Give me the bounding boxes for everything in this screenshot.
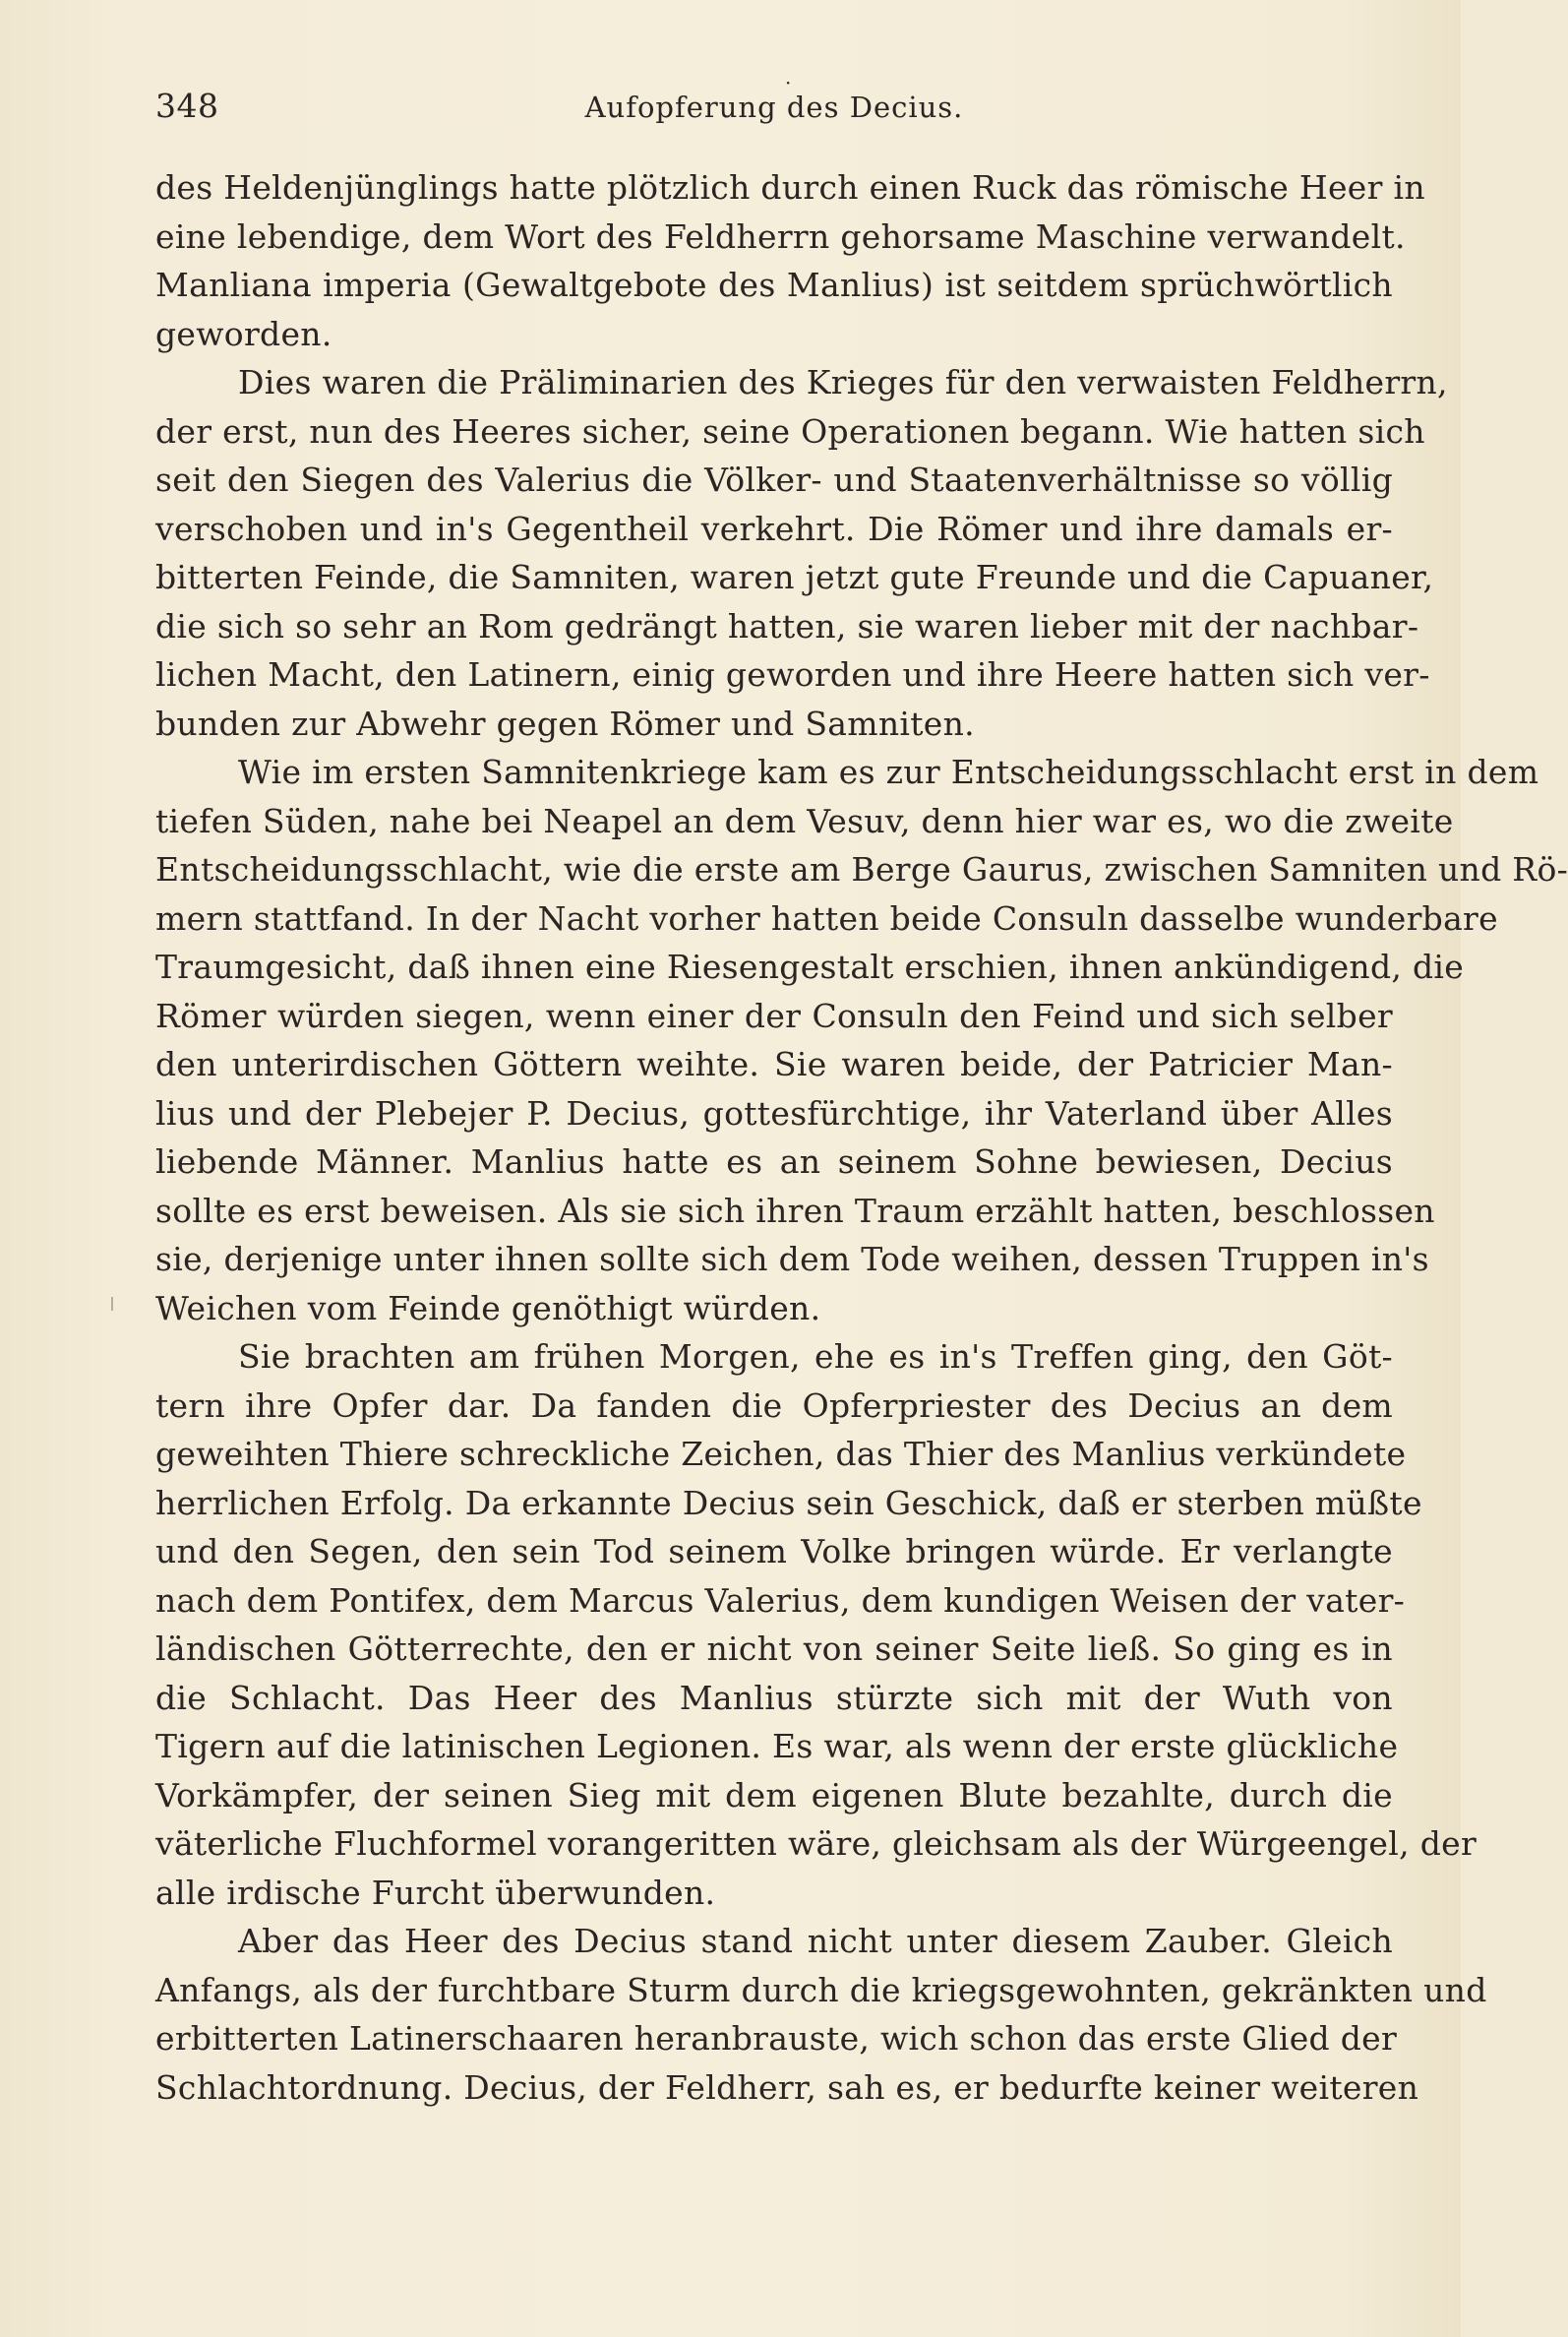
text-line: Anfangs, als der furchtbare Sturm durch die kriegsgewohnten, gekränkten und xyxy=(155,1970,1487,2009)
text-line: bitterten Feinde, die Samniten, waren jetzt gute Freunde und die Capuaner, xyxy=(155,558,1434,596)
text-line: Wie im ersten Samnitenkriege kam es zur Entscheidungsschlacht erst in dem xyxy=(238,753,1539,791)
text-line: ländischen Götterrechte, den er nicht von seiner Seite ließ. So ging es in xyxy=(155,1630,1393,1668)
text-line: eine lebendige, dem Wort des Feldherrn gehorsame Maschine verwandelt. xyxy=(155,216,1406,256)
text-line: Sie brachten am frühen Morgen, ehe es in's Treffen ging, den Göt- xyxy=(238,1337,1393,1376)
text-line: väterliche Fluchformel vorangeritten wäre, gleichsam als der Würgeengel, der xyxy=(155,1824,1478,1863)
text-line: Römer würden siegen, wenn einer der Consuln den Feind und sich selber xyxy=(155,996,1393,1035)
text-line: tern ihre Opfer dar. Da fanden die Opferpriester des Decius an dem xyxy=(155,1385,1393,1425)
text-line: den unterirdischen Göttern weihte. Sie waren beide, der Patricier Man- xyxy=(155,1045,1393,1083)
text-line: bunden zur Abwehr gegen Römer und Samniten. xyxy=(155,704,975,743)
text-line: tiefen Süden, nahe bei Neapel an dem Vesuv, denn hier war es, wo die zweite xyxy=(155,801,1454,840)
text-line: nach dem Pontifex, dem Marcus Valerius, dem kundigen Weisen der vater- xyxy=(155,1580,1406,1620)
text-line: lichen Macht, den Latinern, einig geworden und ihre Heere hatten sich ver- xyxy=(155,655,1430,694)
text-line: geweihten Thiere schreckliche Zeichen, das Thier des Manlius verkündete xyxy=(155,1435,1407,1473)
text-line: sie, derjenige unter ihnen sollte sich dem Tode weihen, dessen Truppen in's xyxy=(155,1240,1429,1278)
body-text xyxy=(155,163,1568,2112)
text-line: die Schlacht. Das Heer des Manlius stürzte sich mit der Wuth von xyxy=(155,1678,1393,1717)
text-line: Vorkämpfer, der seinen Sieg mit dem eigenen Blute bezahlte, durch die xyxy=(155,1775,1393,1814)
text-line: Manliana imperia (Gewaltgebote des Manlius) ist seitdem sprüchwörtlich xyxy=(155,266,1393,304)
text-line: mern stattfand. In der Nacht vorher hatten beide Consuln dasselbe wunderbare xyxy=(155,898,1498,938)
text-line: seit den Siegen des Valerius die Völker- und Staatenverhältnisse so völlig xyxy=(155,461,1393,499)
text-line: liebende Männer. Manlius hatte es an seinem Sohne bewiesen, Decius xyxy=(155,1142,1393,1181)
text-line: der erst, nun des Heeres sicher, seine Operationen begann. Wie hatten sich xyxy=(155,411,1425,451)
text-line: des Heldenjünglings hatte plötzlich durch einen Ruck das römische Heer in xyxy=(155,168,1425,207)
text-line: herrlichen Erfolg. Da erkannte Decius sein Geschick, daß er sterben müßte xyxy=(155,1483,1422,1522)
page-header xyxy=(155,71,1393,136)
running-title: Aufopferung des Decius. xyxy=(584,91,964,124)
text-line: Tigern auf die latinischen Legionen. Es war, als wenn der erste glückliche xyxy=(155,1727,1399,1765)
text-line: Weichen vom Feinde genöthigt würden. xyxy=(155,1288,821,1327)
text-line: Schlachtordnung. Decius, der Feldherr, sah es, er bedurfte keiner weiteren xyxy=(155,2067,1419,2107)
text-line: erbitterten Latinerschaaren heranbrauste, wich schon das erste Glied der xyxy=(155,2019,1398,2058)
text-line: lius und der Plebejer P. Decius, gottesfürchtige, ihr Vaterland über Alles xyxy=(155,1093,1393,1133)
header-ornament-dot: · xyxy=(785,71,792,94)
text-line: geworden. xyxy=(155,314,332,353)
text-line: Traumgesicht, daß ihnen eine Riesengestalt erschien, ihnen ankündigend, die xyxy=(155,948,1465,986)
text-line: Dies waren die Präliminarien des Krieges für den verwaisten Feldherrn, xyxy=(238,363,1448,401)
margin-mark xyxy=(111,1297,113,1311)
text-line: Entscheidungsschlacht, wie die erste am Berge Gaurus, zwischen Samniten und Rö- xyxy=(155,850,1568,889)
page-number: 348 xyxy=(155,87,219,125)
text-line: Aber das Heer des Decius stand nicht unter diesem Zauber. Gleich xyxy=(238,1922,1393,1960)
text-line: verschoben und in's Gegentheil verkehrt. Die Römer und ihre damals er- xyxy=(155,509,1393,548)
text-line: sollte es erst beweisen. Als sie sich ihren Traum erzählt hatten, beschlossen xyxy=(155,1191,1435,1230)
text-line: alle irdische Furcht überwunden. xyxy=(155,1873,716,1912)
text-line: die sich so sehr an Rom gedrängt hatten, sie waren lieber mit der nachbar- xyxy=(155,606,1419,646)
text-line: und den Segen, den sein Tod seinem Volke bringen würde. Er verlangte xyxy=(155,1532,1393,1570)
